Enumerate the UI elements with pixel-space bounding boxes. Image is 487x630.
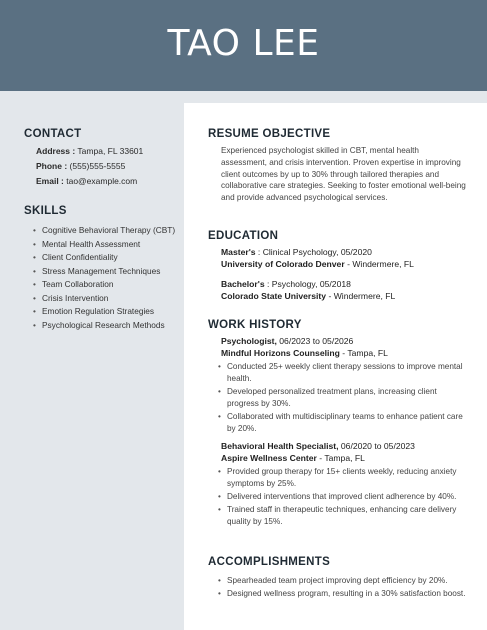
education-school-line (221, 291, 471, 303)
contact-heading: CONTACT (24, 128, 82, 140)
school-location: - Windermere, FL (326, 290, 396, 301)
school-location: - Windermere, FL (344, 258, 414, 269)
contact-phone (36, 161, 125, 171)
job-role: Psychologist, (221, 336, 277, 346)
degree-detail: : Psychology, 05/2018 (264, 279, 351, 289)
objective-heading: RESUME OBJECTIVE (208, 128, 331, 140)
education-school-line (221, 259, 471, 271)
degree-name: Bachelor's (221, 279, 265, 289)
school-name: Colorado State University (221, 290, 327, 301)
job-dates: 06/2023 to 05/2026 (276, 336, 354, 346)
phone-value: (555)555-5555 (67, 161, 126, 171)
job-bullet: • Developed personalized treatment plans, increasing client progress by 30%. (216, 386, 466, 410)
skill-item: • Stress Management Techniques (30, 266, 180, 278)
job-bullet: • Provided group therapy for 15+ clients weekly, reducing anxiety symptoms by 25%. (216, 466, 466, 490)
education-entry (221, 279, 471, 302)
degree-name: Master's (221, 247, 256, 257)
accomplishments-heading: ACCOMPLISHMENTS (208, 556, 331, 568)
header-divider-strip (0, 91, 487, 103)
skill-item: • Crisis Intervention (30, 293, 180, 305)
education-degree-line (221, 279, 471, 291)
job-company: Mindful Horizons Counseling (221, 347, 340, 358)
contact-address (36, 146, 143, 156)
education-heading: EDUCATION (208, 230, 279, 242)
job-company-line (221, 348, 471, 360)
objective-text: Experienced psychologist skilled in CBT, mental health assessment, and crisis intervention. Proven expertise in improving client outcomes by up to 30% through tailored therapies and collaborative care strategies. Seeking to foster emotional well-being and provide advanced psychological services. (221, 146, 466, 203)
job-role: Behavioral Health Specialist, (221, 441, 339, 451)
skills-heading: SKILLS (24, 205, 67, 217)
job-bullets (216, 466, 466, 529)
degree-detail: : Clinical Psychology, 05/2020 (255, 247, 372, 257)
skill-item: • Team Collaboration (30, 279, 180, 291)
accomplishments-list (216, 575, 466, 602)
address-value: Tampa, FL 33601 (75, 146, 144, 156)
email-value: tao@example.com (63, 176, 138, 186)
contact-email (36, 176, 137, 186)
skills-list (30, 225, 180, 333)
job-bullet: • Conducted 25+ weekly client therapy sessions to improve mental health. (216, 361, 466, 385)
job-title-line (221, 336, 471, 348)
email-label: Email : (36, 176, 64, 186)
job-bullets (216, 361, 466, 436)
job-bullet: • Collaborated with multidisciplinary teams to enhance patient care by 20%. (216, 411, 466, 435)
header-banner (0, 0, 487, 91)
job-bullet: • Delivered interventions that improved client adherence by 40%. (216, 491, 466, 503)
job-company: Aspire Wellness Center (221, 452, 317, 463)
job-dates: 06/2020 to 05/2023 (338, 441, 415, 451)
skill-item: • Mental Health Assessment (30, 239, 180, 251)
school-name: University of Colorado Denver (221, 258, 345, 269)
job-title-line (221, 441, 471, 453)
job-header (221, 336, 471, 359)
skill-item: • Cognitive Behavioral Therapy (CBT) (30, 225, 180, 237)
job-bullet: • Trained staff in therapeutic techniques, enhancing care delivery quality by 15%. (216, 504, 466, 528)
work-history-heading: WORK HISTORY (208, 319, 302, 331)
education-entry (221, 247, 471, 270)
job-header (221, 441, 471, 464)
address-label: Address : (36, 146, 76, 156)
phone-label: Phone : (36, 161, 68, 171)
accomplishment-item: • Spearheaded team project improving dept efficiency by 20%. (216, 575, 466, 587)
job-company-line (221, 453, 471, 465)
accomplishment-item: • Designed wellness program, resulting in a 30% satisfaction boost. (216, 588, 466, 600)
skill-item: • Emotion Regulation Strategies (30, 306, 180, 318)
skill-item: • Client Confidentiality (30, 252, 180, 264)
candidate-name: TAO LEE (167, 23, 320, 64)
job-location: - Tampa, FL (339, 347, 388, 358)
job-location: - Tampa, FL (316, 452, 365, 463)
skill-item: • Psychological Research Methods (30, 320, 180, 332)
education-degree-line (221, 247, 471, 259)
